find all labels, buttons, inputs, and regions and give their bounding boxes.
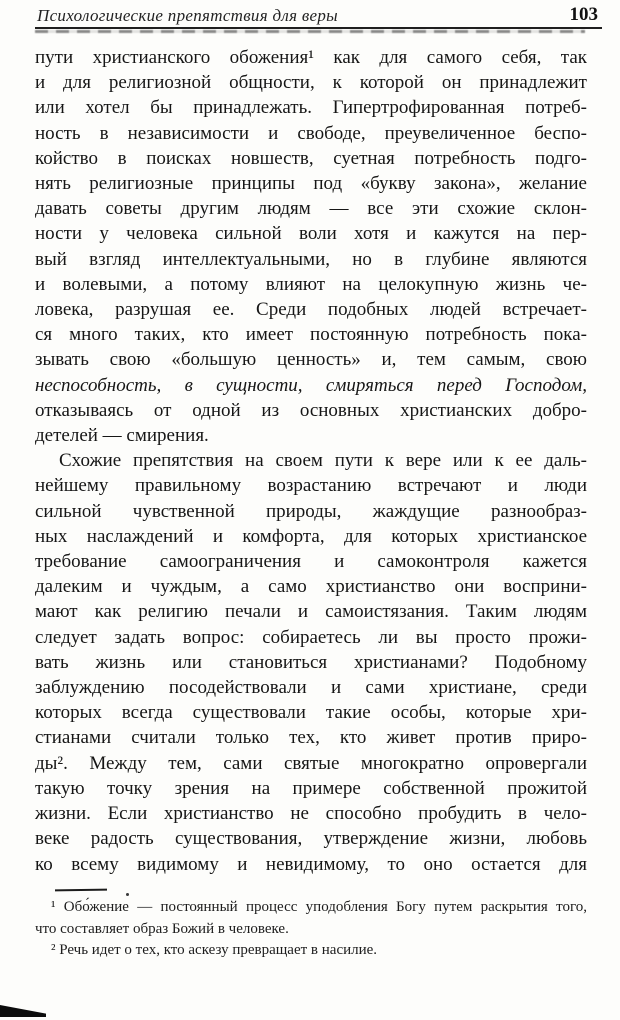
text-line: ности у человека сильной воли хотя и кажутся на пер- xyxy=(35,223,587,245)
header-rule xyxy=(35,27,602,33)
body-text xyxy=(35,45,587,877)
text-line: койство в поисках новшеств, суетная потребность подго- xyxy=(35,147,587,169)
text-line: следует задать вопрос: собираетесь ли вы просто прожи- xyxy=(35,626,587,648)
header-rule-smudge xyxy=(35,30,585,33)
text-line: отказываясь от одной из основных христианских добро- xyxy=(35,399,587,421)
text-line: ² Речь идет о тех, кто аскезу превращает в насилие. xyxy=(51,942,378,958)
page-number: 103 xyxy=(569,4,598,25)
text-line: ность в независимости и свободе, преувеличенное беспо- xyxy=(35,122,587,144)
scan-corner-artifact xyxy=(0,1005,46,1017)
text-line: что составляет образ Божий в человеке. xyxy=(35,920,289,937)
text-line: которых всегда существовали такие особы, которые хри- xyxy=(35,702,587,724)
text-line: ¹ Обо́жение — постоянный процесс уподобления Богу путем раскрытия того, xyxy=(51,899,587,915)
text-line: Схожие препятствия на своем пути к вере или к ее даль- xyxy=(59,450,587,472)
text-line: вать жизнь или становиться христианами? Подобному xyxy=(35,651,587,673)
text-line: пути христианского обожения¹ как для самого себя, так xyxy=(35,47,587,68)
paragraph xyxy=(35,45,587,448)
text-line: сильной чувственной природы, жаждущие разнообраз- xyxy=(35,500,587,522)
text-line: жизни. Если христианство не способно пробудить в чело- xyxy=(35,803,587,825)
text-line: ловека, разрушая ее. Среди подобных людей встречает- xyxy=(35,299,587,321)
header-rule-line xyxy=(35,27,602,29)
text-line: ко всему видимому и невидимому, то оно остается для xyxy=(35,853,587,875)
text-line: нейшему правильному возрастанию встречают и люди xyxy=(35,475,587,497)
text-line: и волевыми, а потому влияют на целокупную жизнь че- xyxy=(35,273,587,295)
text-line: неспособность, в сущности, смиряться перед Господом, xyxy=(35,374,587,396)
text-line: заблуждению посодействовали и сами христиане, среди xyxy=(35,677,587,699)
text-line: и для религиозной общности, к которой он принадлежит xyxy=(35,72,587,94)
paragraph xyxy=(35,448,587,876)
text-line: или хотел бы принадлежать. Гипертрофированная потреб- xyxy=(35,97,587,119)
text-line: мают как религию печали и самоистязания. Таким людям xyxy=(35,601,587,623)
running-head xyxy=(35,4,600,28)
text-line: требование самоограничения и самоконтроля кажется xyxy=(35,551,587,573)
text-line: ды². Между тем, сами святые многократно опровергали xyxy=(35,752,587,774)
text-line: ся много таких, кто имеет постоянную потребность пока- xyxy=(35,324,587,346)
text-line: нять религиозные принципы под «букву закона», желание xyxy=(35,173,587,195)
text-line: давать советы другим людям — все эти схожие склон- xyxy=(35,198,587,220)
paragraph xyxy=(35,940,587,962)
paragraph xyxy=(35,897,587,940)
text-line: такую точку зрения на примере собственной прожитой xyxy=(35,777,587,799)
running-head-title: Психологические препятствия для веры xyxy=(37,6,338,25)
text-line: зывать свою «большую ценность» и, тем самым, свою xyxy=(35,349,587,371)
footnotes xyxy=(35,897,587,962)
text-line: стианами считали только тех, кто живет против приро- xyxy=(35,727,587,749)
footnote-separator-dot xyxy=(126,893,129,896)
text-line: веке радость существования, утверждение жизни, любовь xyxy=(35,828,587,850)
text-line: детелей — смирения. xyxy=(35,425,209,447)
text-line: далеким и чуждым, а само христианство они восприни- xyxy=(35,576,587,598)
text-line: вый взгляд интеллектуальными, но в глубине являются xyxy=(35,248,587,270)
footnote-separator xyxy=(55,889,107,892)
text-line: ных наслаждений и комфорта, для которых христианское xyxy=(35,525,587,547)
